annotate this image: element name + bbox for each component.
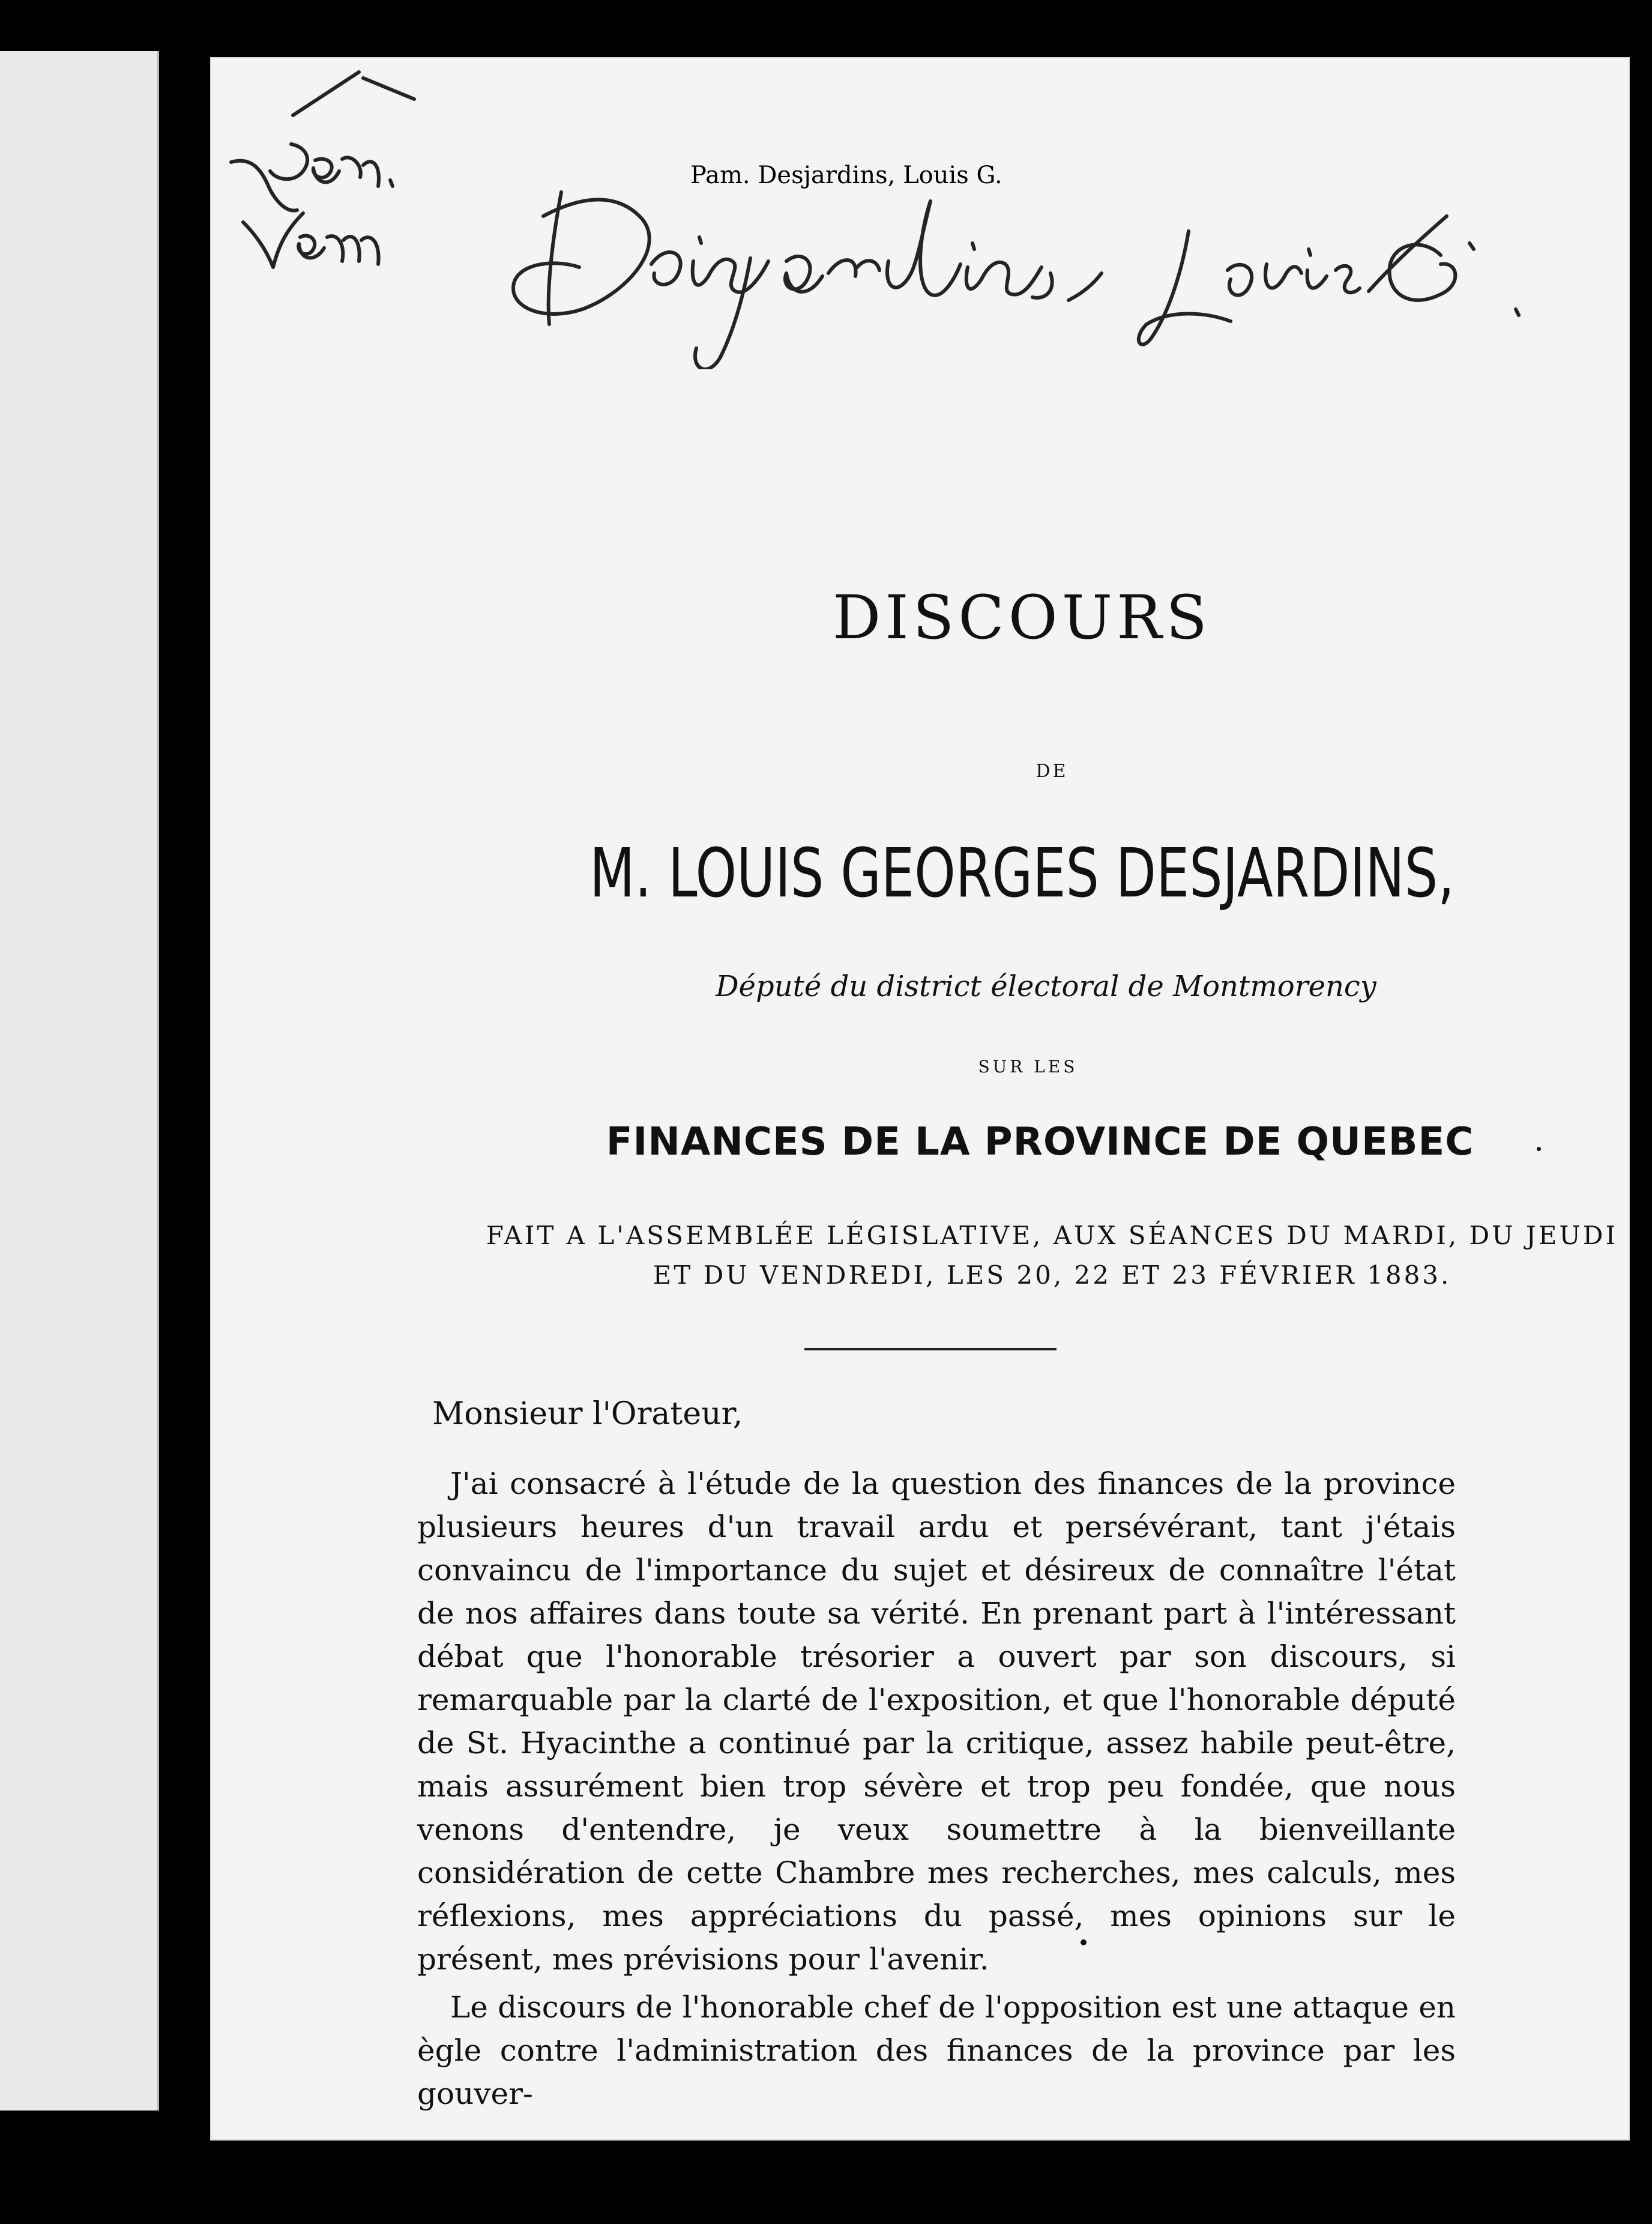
speech-subject: FINANCES DE LA PROVINCE DE QUEBEC bbox=[606, 1120, 1474, 1164]
speech-occasion-line-1: FAIT A L'ASSEMBLÉE LÉGISLATIVE, AUX SÉANCES DU MARDI, DU JEUDI bbox=[486, 1221, 1618, 1250]
speaker-description: Député du district électoral de Montmorency bbox=[716, 970, 1376, 1003]
subject-connector: SUR LES bbox=[978, 1057, 1078, 1077]
speech-body bbox=[417, 1462, 1456, 2115]
document-title: DISCOURS bbox=[833, 582, 1211, 653]
separator-rule bbox=[804, 1348, 1057, 1350]
previous-page-edge bbox=[0, 51, 159, 2111]
speech-occasion-line-2: ET DU VENDREDI, LES 20, 22 ET 23 FÉVRIER 1883. bbox=[653, 1260, 1452, 1290]
title-connector: DE bbox=[1036, 761, 1069, 782]
document-page bbox=[210, 57, 1630, 2141]
speech-occasion bbox=[342, 1216, 1652, 1295]
printed-text bbox=[210, 57, 1630, 2141]
print-speck bbox=[1081, 1939, 1087, 1945]
print-speck bbox=[1537, 1147, 1541, 1151]
salutation: Monsieur l'Orateur, bbox=[432, 1396, 743, 1432]
paragraph-2: Le discours de l'honorable chef de l'opposition est une attaque en ègle contre l'administration des finances de la province par les gouver- bbox=[417, 1990, 1456, 2111]
paragraph-1: J'ai consacré à l'étude de la question des finances de la province plusieurs heures d'un travail ardu et persévérant, tant j'étais convaincu de l'importance du sujet et désireux de connaître l'état de nos affaires dans toute sa vérité. En prenant part à l'intéressant débat que l'honorable trésorier a ouvert par son discours, si remarquable par la clarté de l'exposition, et que l'honorable député de St. Hyacinthe a continué par la critique, assez habile peut-être, mais assurément bien trop sévère et trop peu fondée, que nous venons d'entendre, je veux soumettre à la bienveillante considération de cette Chambre mes recherches, mes calculs, mes réflexions, mes appréciations du passé, mes opinions sur le présent, mes prévisions pour l'avenir. bbox=[417, 1466, 1456, 1977]
speaker-name: M. LOUIS GEORGES DESJARDINS, bbox=[589, 835, 1455, 913]
